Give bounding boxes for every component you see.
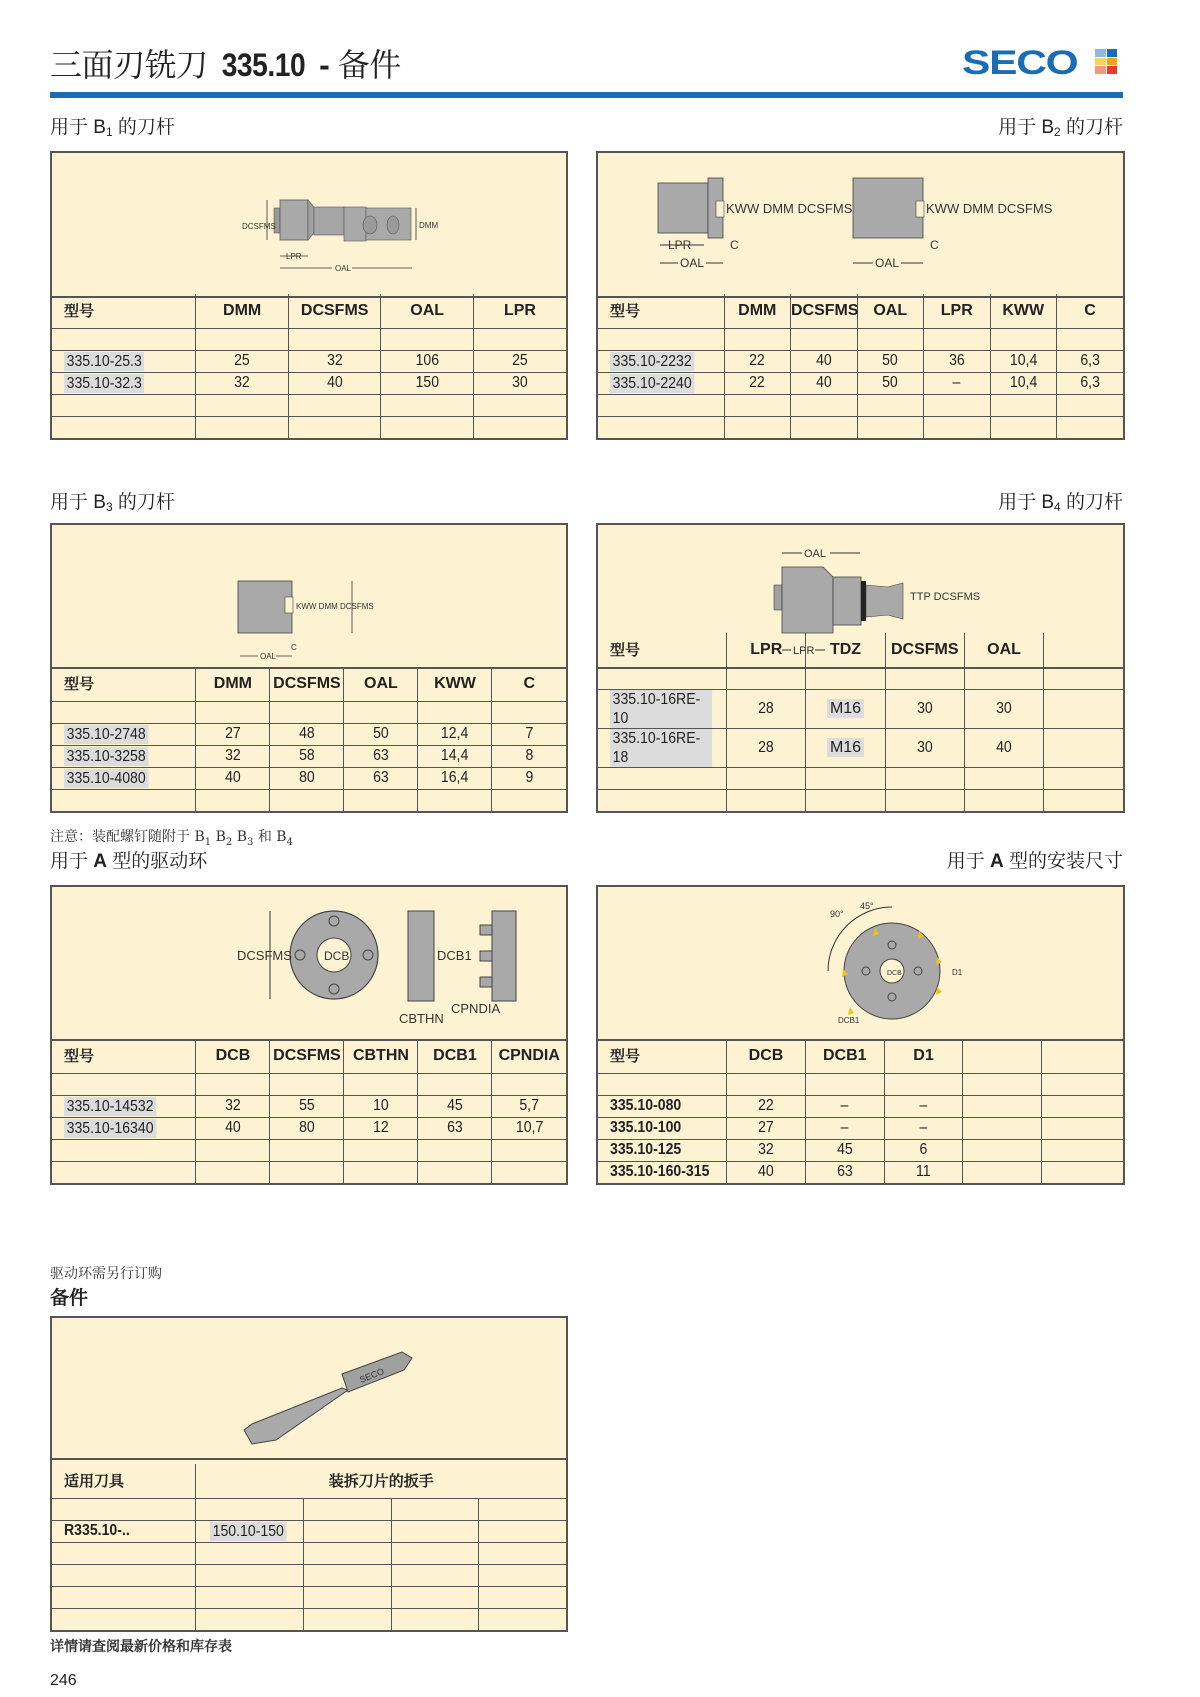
table-row: 335.10-3258 32 58 63 14,4 8: [52, 745, 566, 767]
section-label-drive-ring: 用于 A 型的驱动环: [50, 851, 208, 872]
svg-text:SECO: SECO: [358, 1366, 386, 1385]
table-header-row: 型号 DMM DCSFMS OAL LPR KWW C: [598, 294, 1123, 328]
section-label-b4: 用于 $B_4$ 的刀杆: [998, 492, 1123, 514]
header-rule: [50, 92, 1123, 98]
table-row: 335.10-2748 27 48 50 12,4 7: [52, 723, 566, 745]
svg-text:DCB: DCB: [324, 949, 350, 963]
wrench-diagram: [52, 1318, 566, 1460]
mounting-card: [596, 885, 1125, 1185]
svg-text:C: C: [730, 238, 739, 252]
table-row: R335.10-.. 150.10-150: [52, 1520, 566, 1542]
b1-card: [50, 151, 568, 440]
svg-text:90°: 90°: [830, 909, 844, 919]
svg-text:D1: D1: [952, 968, 963, 977]
spare-card: [50, 1316, 568, 1632]
b1-table: [52, 294, 566, 438]
drive-ring-table: [52, 1039, 566, 1183]
svg-text:OAL: OAL: [804, 548, 827, 560]
title-cn: 三面刃铣刀: [50, 47, 208, 83]
table-header-row: 型号 LPR TDZ DCSFMS OAL: [598, 633, 1123, 667]
b3-card: [50, 523, 568, 813]
title-suffix: 备件: [337, 47, 401, 83]
price-stock-note: 详情请查阅最新价格和库存表: [50, 1639, 232, 1655]
table-row: 335.10-16340 40 80 12 63 10,7: [52, 1117, 566, 1139]
logo-color-blocks-icon: [1095, 49, 1117, 74]
section-label-b2: 用于 $B_2$ 的刀杆: [998, 117, 1123, 139]
table-row: 335.10-16RE-18 28 M16 30 40: [598, 728, 1123, 767]
mounting-table: [598, 1039, 1123, 1183]
svg-text:OAL: OAL: [875, 256, 900, 270]
table-row: 335.10-32.3 32 40 150 30: [52, 372, 566, 394]
svg-text:DMM: DMM: [419, 221, 439, 230]
spare-table: [52, 1464, 566, 1630]
table-row: 335.10-4080 40 80 63 16,4 9: [52, 767, 566, 789]
page-title: [50, 40, 401, 86]
table-row: 335.10-100 27 – –: [598, 1117, 1123, 1139]
svg-text:CPNDIA: CPNDIA: [451, 1001, 501, 1016]
b3-table: [52, 667, 566, 811]
mounting-diagram: [598, 887, 1123, 1041]
title-sep: -: [319, 47, 330, 83]
table-row: 335.10-2240 22 40 50 – 10,4 6,3: [598, 372, 1123, 394]
b3-diagram: [52, 525, 566, 669]
drive-ring-order-note: 驱动环需另行订购: [50, 1266, 162, 1282]
svg-text:C: C: [930, 238, 939, 252]
b4-card: [596, 523, 1125, 813]
b2-diagram: [598, 153, 1123, 298]
svg-text:OAL: OAL: [335, 264, 352, 273]
table-header-row: 型号 DMM DCSFMS OAL LPR: [52, 294, 566, 328]
table-header-row: 型号 DMM DCSFMS OAL KWW C: [52, 667, 566, 701]
section-label-b3: 用于 $B_3$ 的刀杆: [50, 492, 175, 514]
svg-text:DCB1: DCB1: [838, 1016, 860, 1025]
b1-diagram: [52, 153, 566, 298]
page-number: 246: [50, 1672, 77, 1689]
table-row: 335.10-16RE-10 28 M16 30 30: [598, 689, 1123, 728]
svg-text:DCB: DCB: [887, 970, 902, 977]
section-label-spare: 备件: [50, 1288, 89, 1309]
svg-text:KWW DMM DCSFMS: KWW DMM DCSFMS: [726, 201, 853, 216]
table-row: 335.10-14532 32 55 10 45 5,7: [52, 1095, 566, 1117]
svg-text:OAL: OAL: [260, 652, 277, 661]
svg-text:KWW DMM DCSFMS: KWW DMM DCSFMS: [926, 201, 1053, 216]
svg-text:TTP DCSFMS: TTP DCSFMS: [910, 591, 981, 603]
svg-text:45°: 45°: [860, 901, 874, 911]
drive-ring-card: [50, 885, 568, 1185]
svg-text:CBTHN: CBTHN: [399, 1011, 444, 1026]
svg-text:DCSFMS: DCSFMS: [242, 222, 276, 231]
b4-table: [598, 633, 1123, 811]
svg-text:OAL: OAL: [680, 256, 705, 270]
assembly-screw-note: 注意：装配螺钉随附于 $B_1$ $B_2$ $B_3$ 和 $B_4$: [50, 829, 293, 848]
drive-ring-diagram: [52, 887, 566, 1041]
b2-table: [598, 294, 1123, 438]
table-header-row: 适用刀具 装拆刀片的扳手: [52, 1464, 566, 1498]
svg-text:C: C: [291, 643, 297, 652]
svg-text:LPR: LPR: [286, 252, 302, 261]
section-label-b1: 用于 $B_1$ 的刀杆: [50, 117, 175, 139]
svg-text:DCB1: DCB1: [437, 948, 472, 963]
table-row: 335.10-080 22 – –: [598, 1095, 1123, 1117]
section-label-mounting: 用于 A 型的安装尺寸: [946, 851, 1123, 872]
table-row: 335.10-160-315 40 63 11: [598, 1161, 1123, 1183]
svg-text:KWW DMM DCSFMS: KWW DMM DCSFMS: [296, 602, 374, 611]
table-row: 335.10-25.3 25 32 106 25: [52, 350, 566, 372]
table-row: 335.10-2232 22 40 50 36 10,4 6,3: [598, 350, 1123, 372]
table-header-row: 型号 DCB DCB1 D1: [598, 1039, 1123, 1073]
svg-text:LPR: LPR: [793, 645, 815, 657]
table-header-row: 型号 DCB DCSFMS CBTHN DCB1 CPNDIA: [52, 1039, 566, 1073]
b2-card: [596, 151, 1125, 440]
logo-text: SECO: [962, 44, 1078, 82]
table-row: 335.10-125 32 45 6: [598, 1139, 1123, 1161]
svg-text:LPR: LPR: [668, 238, 692, 252]
seco-logo: [962, 44, 1078, 83]
svg-text:DCSFMS: DCSFMS: [237, 948, 292, 963]
title-code: 335.10: [221, 47, 306, 83]
